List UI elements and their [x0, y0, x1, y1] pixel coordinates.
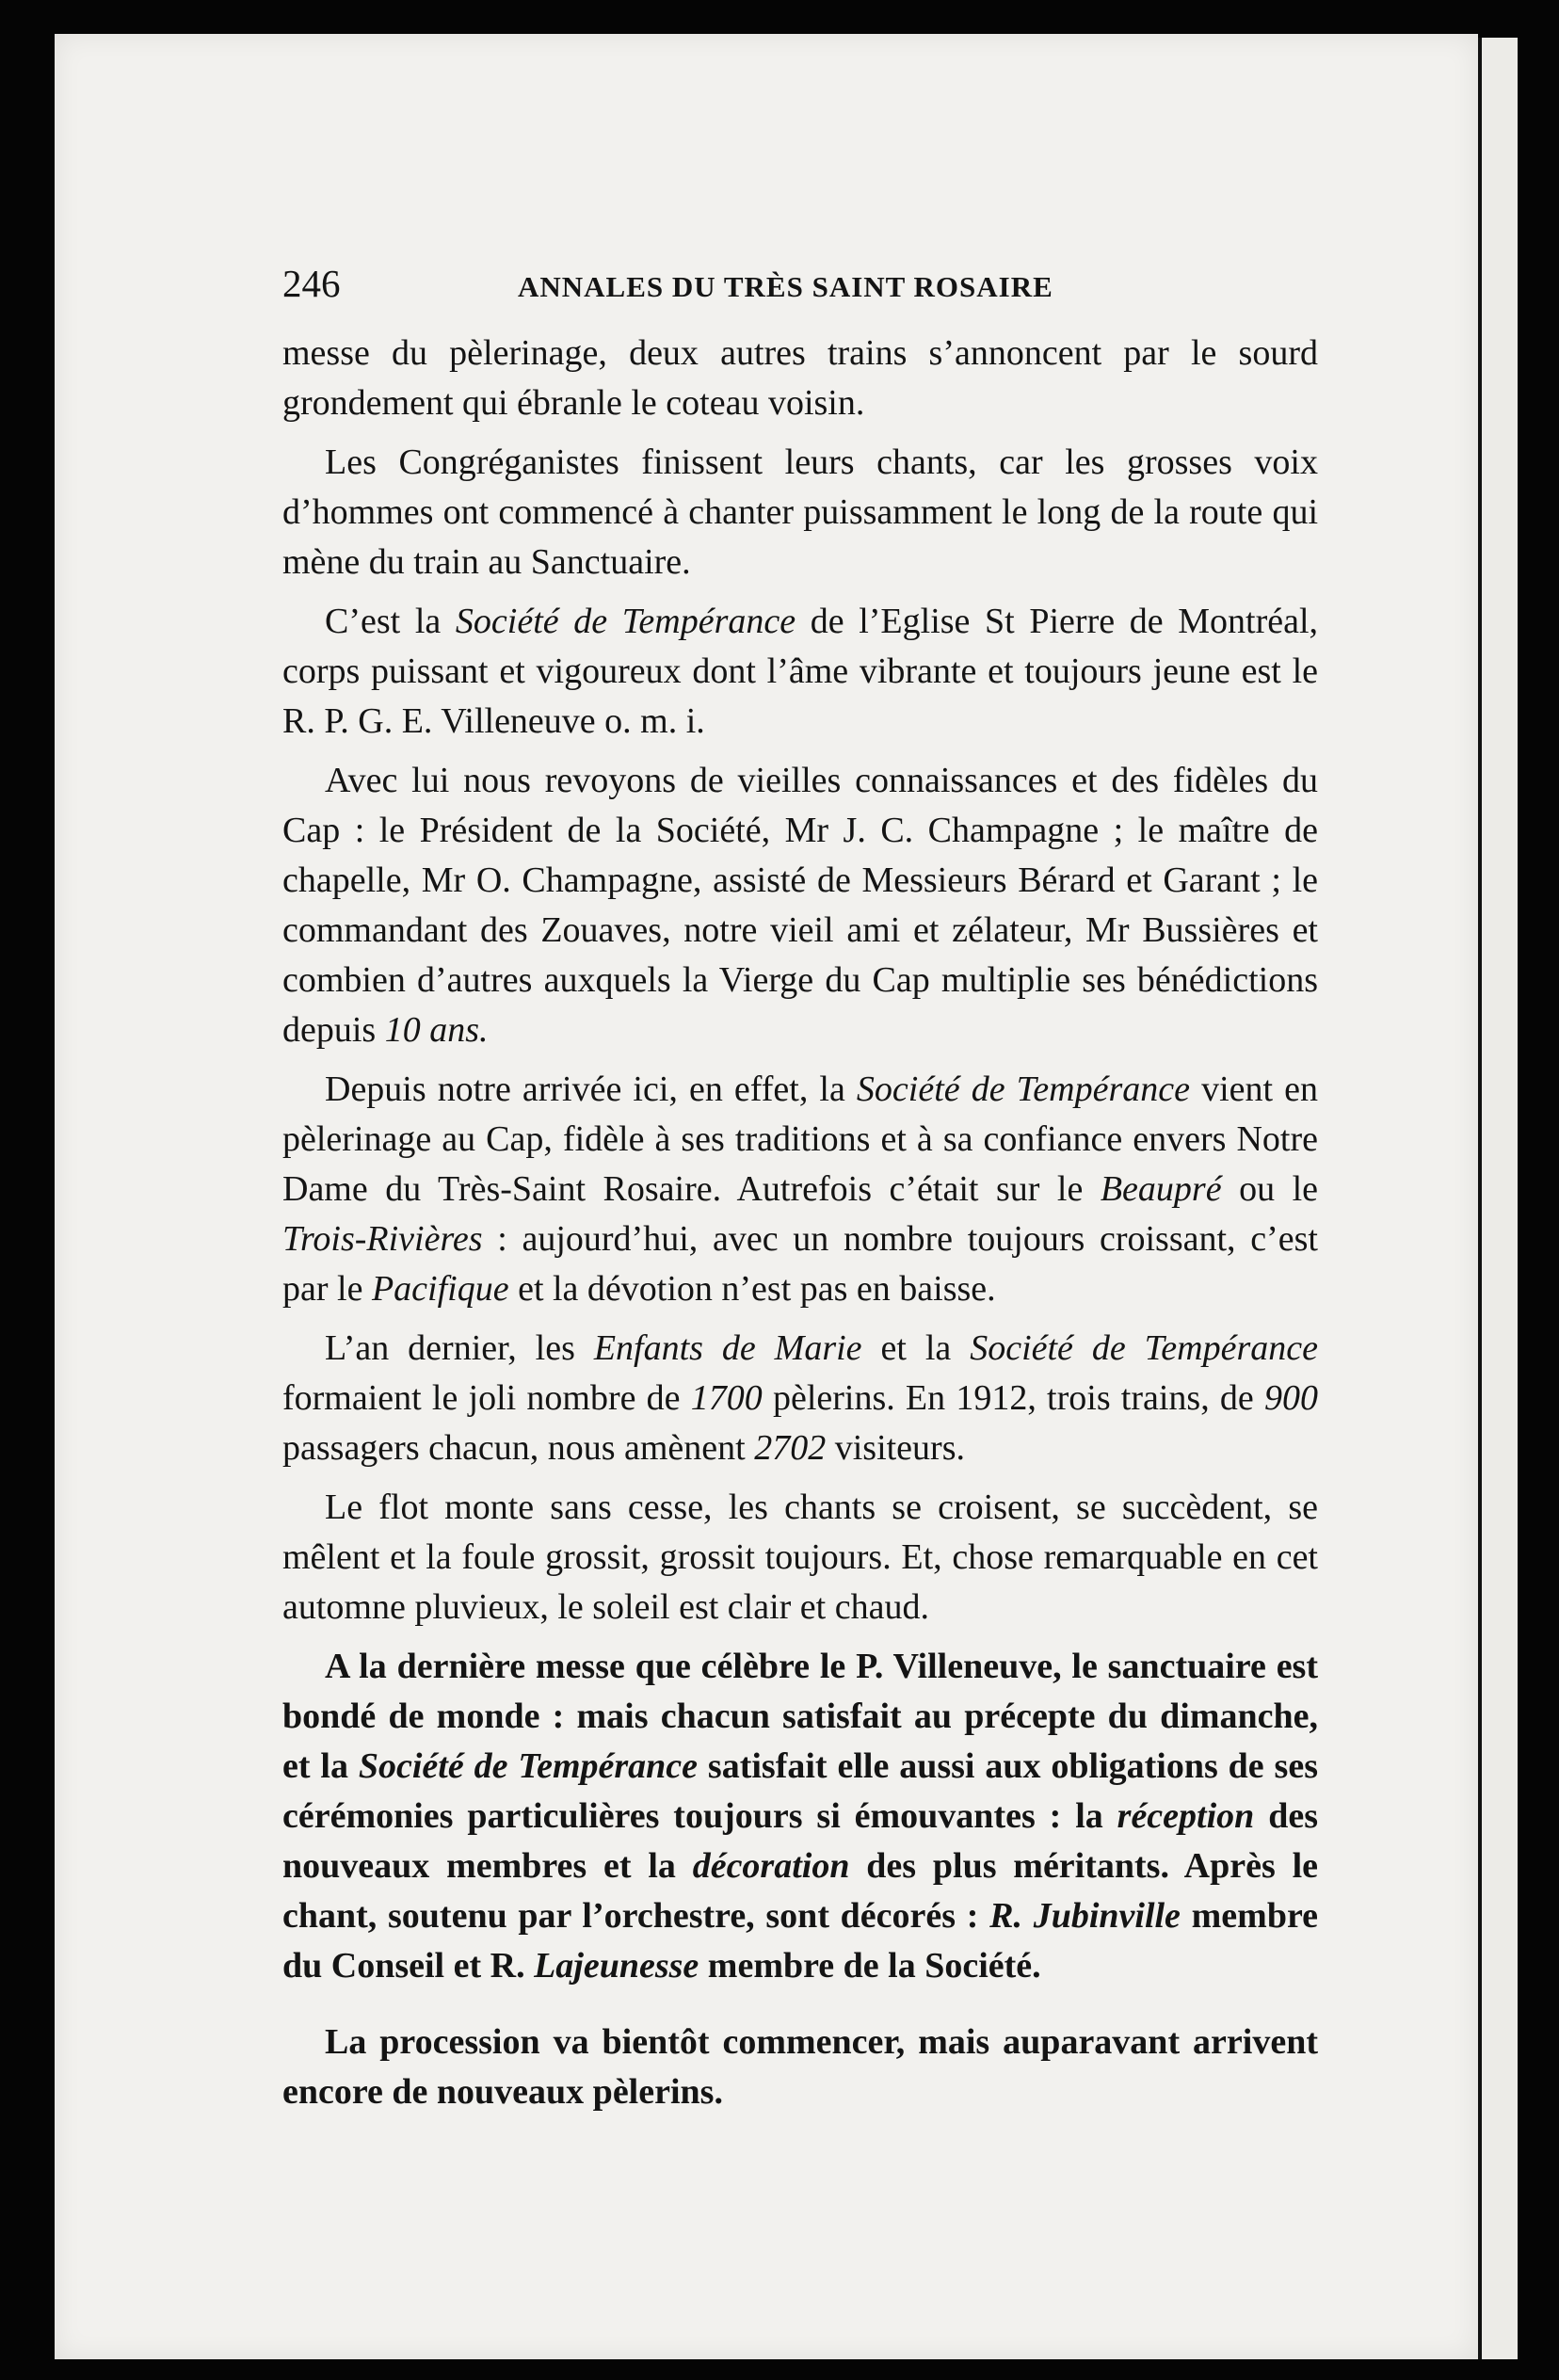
paragraph	[282, 1642, 1318, 1991]
text-segment: : aujourd’hui, avec un nombre toujours croissant, c’est par le	[282, 1219, 1318, 1309]
italic-text-segment: réception	[1117, 1796, 1255, 1836]
text-segment: membre de la Société.	[699, 1946, 1041, 1986]
text-segment: messe du pèlerinage, deux autres trains s’annoncent par le sourd grondement qui ébranle le coteau voisin.	[282, 333, 1318, 423]
text-segment: La procession va bientôt commencer, mais auparavant arrivent encore de nouveaux pèlerins.	[282, 2022, 1318, 2112]
text-segment: visiteurs.	[826, 1428, 965, 1468]
text-segment: des nouveaux membres et la	[282, 1796, 1318, 1886]
text-segment: des plus méritants. Après le chant, soutenu par l’orchestre, sont décorés :	[282, 1846, 1318, 1936]
page-number: 246	[282, 262, 341, 305]
text-segment: et la	[861, 1328, 971, 1368]
text-segment: Le flot monte sans cesse, les chants se croisent, se succèdent, se mêlent et la foule grossit, grossit toujours. Et, chose remarquable en cet automne pluvieux, le soleil est clair et chaud.	[282, 1488, 1318, 1627]
text-segment: A la dernière messe que célèbre le P. Villeneuve, le sanctuaire est bondé de monde : mais chacun satisfait au précepte du dimanche, et la	[282, 1647, 1318, 1786]
text-segment: C’est la	[325, 602, 456, 641]
italic-text-segment: 2702	[754, 1428, 827, 1468]
text-segment: Avec lui nous revoyons de vieilles connaissances et des fidèles du Cap : le Président de la Société, Mr J. C. Champagne ; le maître de chapelle, Mr O. Champagne, assisté de Messieurs Bérard et Garant ; le commandant des Zouaves, notre vieil ami et zélateur, Mr Bussières et combien d’autres auxquels la Vierge du Cap multiplie ses bénédictions depuis	[282, 761, 1318, 1050]
italic-text-segment: Lajeunesse	[534, 1946, 699, 1986]
paragraph	[282, 1483, 1318, 1632]
italic-text-segment: 10 ans.	[384, 1010, 489, 1050]
italic-text-segment: R. Jubinville	[989, 1896, 1181, 1936]
text-segment: passagers chacun, nous amènent	[282, 1428, 755, 1468]
italic-text-segment: Société de Tempérance	[970, 1328, 1318, 1368]
paragraph	[282, 2018, 1318, 2117]
italic-text-segment: Société de Tempérance	[856, 1069, 1190, 1109]
paragraph	[282, 1065, 1318, 1314]
running-head	[282, 259, 1318, 312]
paragraph	[282, 756, 1318, 1055]
text-segment: formaient le joli nombre de	[282, 1378, 691, 1418]
italic-text-segment: Société de Tempérance	[455, 602, 796, 641]
body-text	[282, 329, 1318, 2117]
italic-text-segment: Enfants de Marie	[593, 1328, 862, 1368]
paragraph	[282, 329, 1318, 428]
text-segment: membre du Conseil et R.	[282, 1896, 1319, 1986]
italic-text-segment: décoration	[692, 1846, 850, 1886]
text-segment: Depuis notre arrivée ici, en effet, la	[325, 1069, 857, 1109]
text-segment: L’an dernier, les	[325, 1328, 594, 1368]
text-segment: de l’Eglise St Pierre de Montréal, corps puissant et vigoureux dont l’âme vibrante et toujours jeune est le R. P. G. E. Villeneuve o. m. i.	[282, 602, 1319, 741]
running-title: ANNALES DU TRÈS SAINT ROSAIRE	[518, 270, 1053, 303]
facing-page-edge	[1478, 38, 1518, 2359]
italic-text-segment: 1700	[690, 1378, 763, 1418]
italic-text-segment: Beaupré	[1100, 1169, 1222, 1209]
text-segment: vient en pèlerinage au Cap, fidèle à ses traditions et à sa confiance envers Notre Dame du Très-Saint Rosaire. Autrefois c’était sur le	[282, 1069, 1318, 1209]
italic-text-segment: Trois-Rivières	[282, 1219, 483, 1259]
paragraph	[282, 597, 1318, 747]
text-segment: pèlerins. En 1912, trois trains, de	[762, 1378, 1264, 1418]
text-segment: Les Congréganistes finissent leurs chants, car les grosses voix d’hommes ont commencé à chanter puissamment le long de la route qui mène du train au Sanctuaire.	[282, 442, 1318, 582]
italic-text-segment: Pacifique	[371, 1269, 509, 1309]
text-segment: satisfait elle aussi aux obligations de ses cérémonies particulières toujours si émouvantes : la	[282, 1746, 1318, 1836]
paragraph	[282, 1324, 1318, 1473]
italic-text-segment: 900	[1264, 1378, 1318, 1418]
text-segment: et la dévotion n’est pas en baisse.	[508, 1269, 996, 1309]
paragraph	[282, 438, 1318, 587]
text-segment: ou le	[1221, 1169, 1318, 1209]
page-text-block	[282, 259, 1318, 2127]
italic-text-segment: Société de Tempérance	[358, 1746, 699, 1786]
